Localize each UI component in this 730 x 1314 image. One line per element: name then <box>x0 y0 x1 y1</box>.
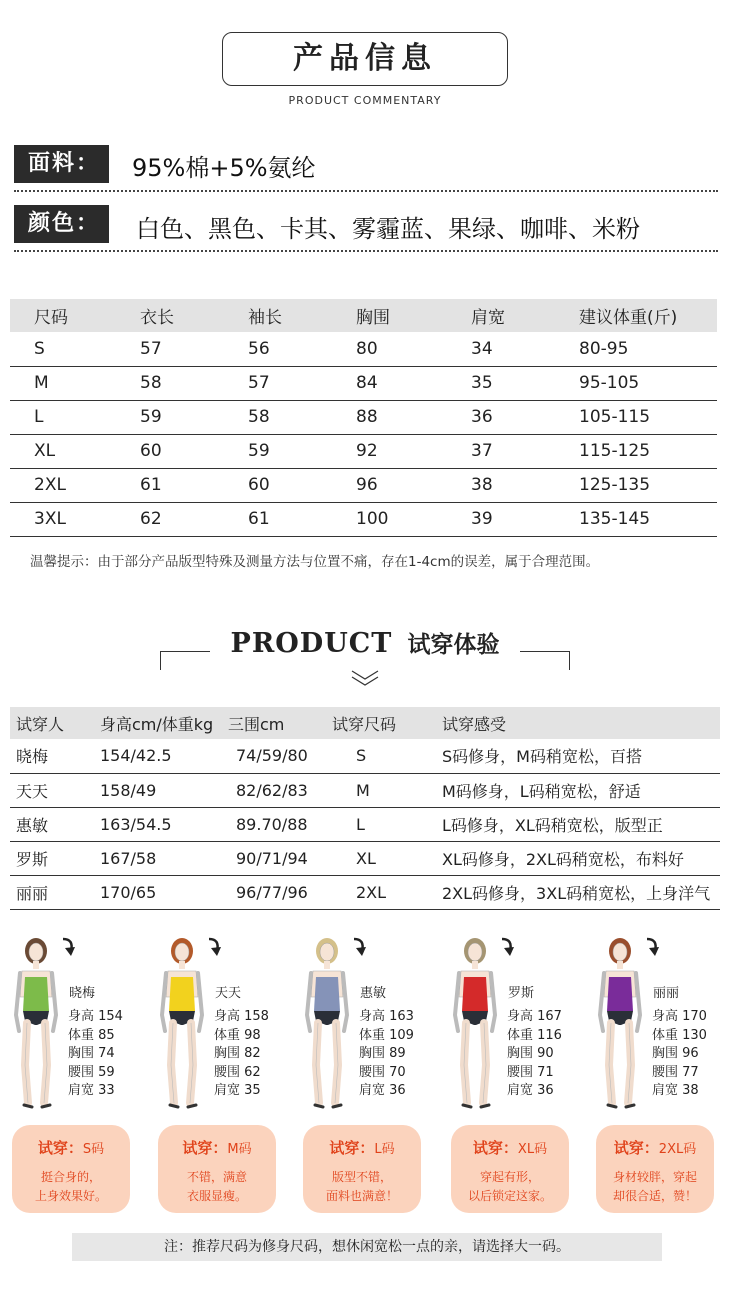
table-cell: 88 <box>332 400 447 434</box>
table-cell: 2XL <box>10 468 116 502</box>
comment-line: 面料也满意！ <box>325 1189 398 1203</box>
table-cell: 96/77/96 <box>222 875 326 909</box>
comment-line: 版型不错， <box>331 1170 392 1184</box>
trial-table-header <box>10 707 720 739</box>
measurement-line: 身高 163 <box>359 1009 414 1024</box>
fabric-label: 面料： <box>14 145 109 183</box>
model-illustration <box>305 935 365 1115</box>
model-measurements <box>507 1008 562 1101</box>
table-cell: 57 <box>224 366 332 400</box>
table-cell: 58 <box>224 400 332 434</box>
model-measurements <box>214 1008 269 1101</box>
table-cell: 天天 <box>10 773 94 807</box>
table-row <box>10 841 720 875</box>
model-measurements <box>68 1008 123 1101</box>
table-cell: 167/58 <box>94 841 222 875</box>
measurement-line: 胸围 82 <box>214 1046 261 1061</box>
table-cell: 95-105 <box>555 366 717 400</box>
trial-size: XL码 <box>517 1142 548 1157</box>
trial-size-label <box>596 1137 714 1158</box>
table-cell: 38 <box>447 468 555 502</box>
trial-size: M码 <box>227 1142 252 1157</box>
table-row <box>10 807 720 841</box>
model-name: 罗斯 <box>508 986 535 1001</box>
comment-line: 身材较胖，穿起 <box>612 1170 697 1184</box>
trial-size-label <box>303 1137 421 1158</box>
table-cell: XL <box>10 434 116 468</box>
curved-arrow-icon <box>60 935 80 957</box>
size-table-header <box>10 299 717 332</box>
table-row <box>10 773 720 807</box>
measurement-line: 肩宽 35 <box>214 1083 261 1098</box>
measurement-line: 身高 158 <box>214 1009 269 1024</box>
trial-title-cn: 试穿体验 <box>407 632 500 658</box>
trial-label: 试穿： <box>329 1139 375 1157</box>
measurement-line: 胸围 89 <box>359 1046 406 1061</box>
table-cell: 2XL码修身，3XL码稍宽松，上身洋气 <box>436 875 720 909</box>
table-cell: M <box>10 366 116 400</box>
comment-line: 却很合适，赞！ <box>612 1189 697 1203</box>
table-cell: 163/54.5 <box>94 807 222 841</box>
trial-table <box>10 707 720 910</box>
measurement-line: 身高 170 <box>652 1009 707 1024</box>
trial-size: L码 <box>374 1142 395 1157</box>
header-cell: 试穿尺码 <box>326 707 436 739</box>
measurement-line: 胸围 96 <box>652 1046 699 1061</box>
measurement-line: 体重 116 <box>507 1027 562 1043</box>
measurement-line: 身高 167 <box>507 1009 562 1024</box>
model-name: 天天 <box>215 986 242 1001</box>
comment-line: 穿起有形， <box>479 1170 540 1184</box>
comment-line: 挺合身的， <box>40 1170 101 1184</box>
measurement-line: 肩宽 33 <box>68 1083 115 1098</box>
trial-comment-bubble <box>451 1125 569 1213</box>
comment-line: 以后锁定这家。 <box>467 1189 552 1203</box>
table-cell: 96 <box>332 468 447 502</box>
trial-comment <box>451 1168 569 1206</box>
model-name: 惠敏 <box>360 986 387 1001</box>
header-cell: 建议体重(斤) <box>555 299 717 332</box>
table-cell: 125-135 <box>555 468 717 502</box>
trial-title-en: PRODUCT <box>230 628 393 659</box>
table-cell: 100 <box>332 502 447 536</box>
model-illustration <box>14 935 74 1115</box>
page-subtitle: PRODUCT COMMENTARY <box>288 94 442 107</box>
table-row <box>10 332 717 366</box>
model-name: 丽丽 <box>653 986 680 1001</box>
table-cell: 61 <box>224 502 332 536</box>
table-cell: 89.70/88 <box>222 807 326 841</box>
table-row <box>10 875 720 909</box>
trial-label: 试穿： <box>182 1139 228 1157</box>
trial-comment <box>303 1168 421 1206</box>
table-row <box>10 366 717 400</box>
table-cell: 罗斯 <box>10 841 94 875</box>
measurement-line: 胸围 90 <box>507 1046 554 1061</box>
measurement-line: 胸围 74 <box>68 1046 115 1061</box>
table-cell: 158/49 <box>94 773 222 807</box>
measurement-line: 体重 130 <box>652 1027 707 1043</box>
table-cell: 晓梅 <box>10 739 94 773</box>
table-cell: 80-95 <box>555 332 717 366</box>
table-cell: XL <box>326 841 436 875</box>
table-cell: 2XL <box>326 875 436 909</box>
tip-text: 温馨提示：由于部分产品版型特殊及测量方法与位置不痛，存在1-4cm的误差，属于合理范围。 <box>30 554 600 570</box>
recommendation-note: 注：推荐尺码为修身尺码，想休闲宽松一点的亲，请选择大一码。 <box>72 1233 662 1261</box>
measurement-line: 腰围 70 <box>359 1064 406 1080</box>
chevron-down-icon <box>350 668 380 688</box>
table-cell: 80 <box>332 332 447 366</box>
model-figure <box>453 935 593 1120</box>
table-cell: 58 <box>116 366 224 400</box>
header-cell: 袖长 <box>224 299 332 332</box>
curved-arrow-icon <box>499 935 519 957</box>
color-value: 白色、黑色、卡其、雾霾蓝、果绿、咖啡、米粉 <box>136 215 640 243</box>
model-figure <box>598 935 730 1120</box>
trial-comment-bubble <box>596 1125 714 1213</box>
measurement-line: 腰围 71 <box>507 1064 554 1080</box>
table-cell: 34 <box>447 332 555 366</box>
model-figure <box>14 935 154 1120</box>
trial-comment <box>158 1168 276 1206</box>
header-cell: 衣长 <box>116 299 224 332</box>
table-cell: 3XL <box>10 502 116 536</box>
header-cell: 试穿人 <box>10 707 94 739</box>
table-cell: M <box>326 773 436 807</box>
table-cell: 60 <box>224 468 332 502</box>
table-cell: 105-115 <box>555 400 717 434</box>
header-cell: 三围cm <box>222 707 326 739</box>
measurement-line: 肩宽 38 <box>652 1083 699 1098</box>
measurement-line: 腰围 59 <box>68 1064 115 1080</box>
table-cell: 56 <box>224 332 332 366</box>
table-cell: XL码修身，2XL码稍宽松，布料好 <box>436 841 720 875</box>
table-cell: 62 <box>116 502 224 536</box>
comment-line: 上身效果好。 <box>34 1189 107 1203</box>
table-cell: 57 <box>116 332 224 366</box>
comment-line: 衣服显瘦。 <box>186 1189 247 1203</box>
table-cell: 84 <box>332 366 447 400</box>
table-cell: S <box>326 739 436 773</box>
table-cell: 丽丽 <box>10 875 94 909</box>
trial-comment <box>596 1168 714 1206</box>
measurement-line: 肩宽 36 <box>359 1083 406 1098</box>
table-row <box>10 502 717 536</box>
table-cell: 135-145 <box>555 502 717 536</box>
table-row <box>10 434 717 468</box>
table-cell: 90/71/94 <box>222 841 326 875</box>
model-name: 晓梅 <box>69 986 96 1001</box>
header-cell: 尺码 <box>10 299 116 332</box>
table-cell: 60 <box>116 434 224 468</box>
trial-section-title <box>0 626 730 659</box>
model-figure <box>305 935 445 1120</box>
model-measurements <box>359 1008 414 1101</box>
curved-arrow-icon <box>351 935 371 957</box>
measurement-line: 体重 109 <box>359 1027 414 1043</box>
trial-comment-bubble <box>158 1125 276 1213</box>
table-cell: S <box>10 332 116 366</box>
trial-size-label <box>158 1137 276 1158</box>
color-label: 颜色： <box>14 205 109 243</box>
table-cell: 36 <box>447 400 555 434</box>
table-cell: 惠敏 <box>10 807 94 841</box>
trial-size: 2XL码 <box>658 1142 697 1157</box>
model-figure <box>160 935 300 1120</box>
page-title: 产品信息 <box>222 32 508 86</box>
header-cell: 肩宽 <box>447 299 555 332</box>
curved-arrow-icon <box>206 935 226 957</box>
divider <box>14 190 718 192</box>
table-cell: S码修身，M码稍宽松，百搭 <box>436 739 720 773</box>
header-cell: 胸围 <box>332 299 447 332</box>
table-cell: 37 <box>447 434 555 468</box>
curved-arrow-icon <box>644 935 664 957</box>
table-cell: 154/42.5 <box>94 739 222 773</box>
measurement-line: 肩宽 36 <box>507 1083 554 1098</box>
comment-line: 不错，满意 <box>186 1170 247 1184</box>
table-row <box>10 400 717 434</box>
trial-comment-bubble <box>12 1125 130 1213</box>
header-cell: 试穿感受 <box>436 707 720 739</box>
measurement-line: 体重 98 <box>214 1027 261 1043</box>
trial-label: 试穿： <box>613 1139 659 1157</box>
trial-comment <box>12 1168 130 1206</box>
table-cell: 59 <box>224 434 332 468</box>
model-measurements <box>652 1008 707 1101</box>
measurement-line: 身高 154 <box>68 1009 123 1024</box>
table-cell: 115-125 <box>555 434 717 468</box>
measurement-line: 腰围 62 <box>214 1064 261 1080</box>
table-cell: 59 <box>116 400 224 434</box>
table-row <box>10 468 717 502</box>
table-row <box>10 739 720 773</box>
table-cell: L码修身，XL码稍宽松，版型正 <box>436 807 720 841</box>
model-illustration <box>453 935 513 1115</box>
size-table <box>10 299 717 537</box>
trial-label: 试穿： <box>37 1139 83 1157</box>
trial-size-label <box>12 1137 130 1158</box>
table-cell: 92 <box>332 434 447 468</box>
table-cell: 35 <box>447 366 555 400</box>
divider <box>14 250 718 252</box>
measurement-line: 体重 85 <box>68 1027 115 1043</box>
header-cell: 身高cm/体重kg <box>94 707 222 739</box>
table-cell: L <box>326 807 436 841</box>
table-cell: 61 <box>116 468 224 502</box>
trial-size: S码 <box>82 1142 105 1157</box>
table-cell: 39 <box>447 502 555 536</box>
trial-size-label <box>451 1137 569 1158</box>
table-cell: 74/59/80 <box>222 739 326 773</box>
fabric-value: 95%棉+5%氨纶 <box>132 154 316 182</box>
model-illustration <box>598 935 658 1115</box>
model-illustration <box>160 935 220 1115</box>
table-cell: L <box>10 400 116 434</box>
measurement-line: 腰围 77 <box>652 1064 699 1080</box>
table-cell: M码修身，L码稍宽松，舒适 <box>436 773 720 807</box>
trial-comment-bubble <box>303 1125 421 1213</box>
trial-label: 试穿： <box>472 1139 518 1157</box>
table-cell: 82/62/83 <box>222 773 326 807</box>
table-cell: 170/65 <box>94 875 222 909</box>
